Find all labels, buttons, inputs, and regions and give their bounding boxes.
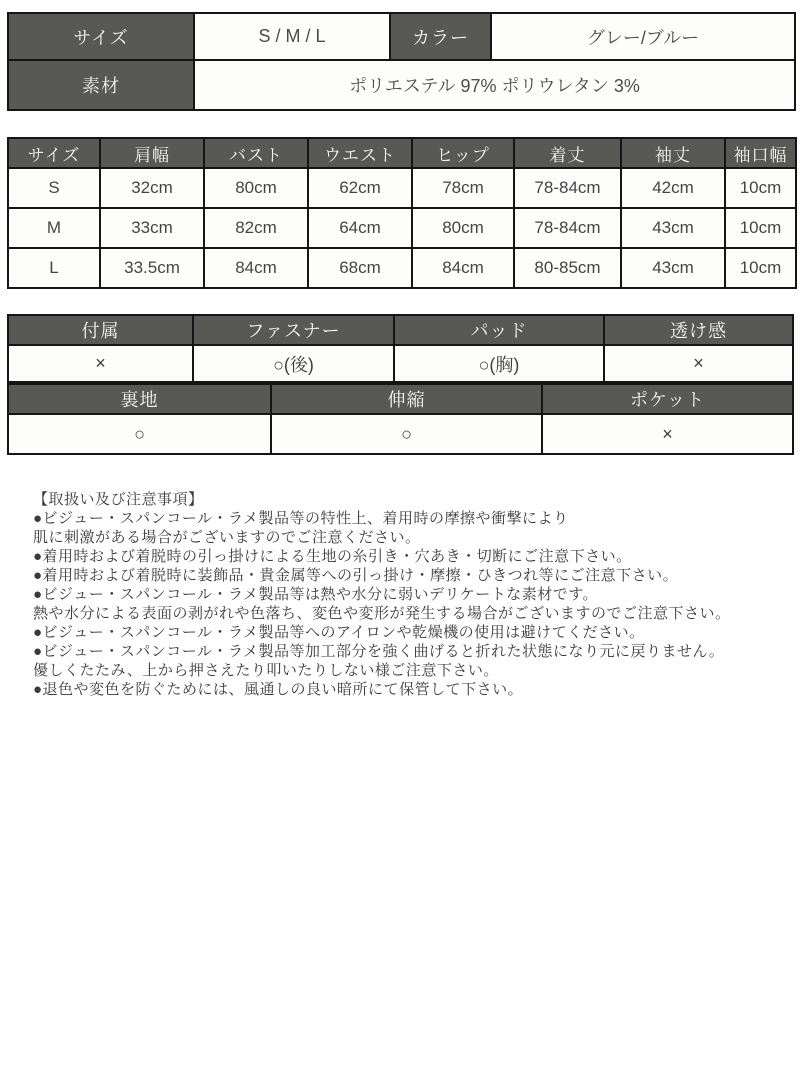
color-value-cell: グレー/ブルー	[491, 13, 795, 60]
col-header-waist: ウエスト	[308, 138, 412, 168]
measurement-cell: L	[8, 248, 100, 288]
measurement-cell: 84cm	[204, 248, 308, 288]
feature-header-pad: パッド	[394, 315, 604, 345]
features2-header-row	[8, 384, 793, 414]
feature-header-fastener: ファスナー	[193, 315, 394, 345]
feature-value-pocket: ×	[542, 414, 793, 454]
features-table-2	[7, 383, 794, 455]
measurement-cell: 80cm	[412, 208, 514, 248]
care-note-line: 優しくたたみ、上から押さえたり叩いたりしない様ご注意下さい。	[33, 662, 499, 679]
measurement-cell: 82cm	[204, 208, 308, 248]
measurement-cell: 62cm	[308, 168, 412, 208]
measurement-cell: 10cm	[725, 168, 796, 208]
feature-header-stretch: 伸縮	[271, 384, 542, 414]
measurements-header-row	[8, 138, 796, 168]
product-info-table	[7, 12, 796, 111]
features2-value-row	[8, 414, 793, 454]
color-label-cell: カラー	[390, 13, 491, 60]
measurement-cell: M	[8, 208, 100, 248]
table-row-m	[8, 208, 796, 248]
col-header-shoulder: 肩幅	[100, 138, 204, 168]
care-note-line: ●ビジュー・スパンコール・ラメ製品等加工部分を強く曲げると折れた状態になり元に戻りません。	[33, 643, 725, 660]
feature-header-accessory: 付属	[8, 315, 193, 345]
measurement-cell: 43cm	[621, 208, 725, 248]
measurement-cell: 78-84cm	[514, 168, 621, 208]
measurement-cell: 78cm	[412, 168, 514, 208]
table-row-l	[8, 248, 796, 288]
feature-value-lining: ○	[8, 414, 271, 454]
col-header-sleeve: 袖丈	[621, 138, 725, 168]
col-header-bust: バスト	[204, 138, 308, 168]
care-notes	[33, 490, 794, 699]
feature-value-fastener: ○(後)	[193, 345, 394, 382]
col-header-hip: ヒップ	[412, 138, 514, 168]
measurement-cell: 80-85cm	[514, 248, 621, 288]
measurement-cell: 42cm	[621, 168, 725, 208]
measurement-cell: 33.5cm	[100, 248, 204, 288]
feature-header-pocket: ポケット	[542, 384, 793, 414]
measurement-cell: 33cm	[100, 208, 204, 248]
feature-value-accessory: ×	[8, 345, 193, 382]
measurements-table	[7, 137, 797, 289]
care-note-line: ●退色や変色を防ぐためには、風通しの良い暗所にて保管して下さい。	[33, 681, 524, 698]
measurement-cell: 43cm	[621, 248, 725, 288]
feature-value-pad: ○(胸)	[394, 345, 604, 382]
measurement-cell: 32cm	[100, 168, 204, 208]
care-note-line: ●ビジュー・スパンコール・ラメ製品等は熱や水分に弱いデリケートな素材です。	[33, 586, 599, 603]
care-note-line: ●着用時および着脱時に装飾品・貴金属等への引っ掛け・摩擦・ひきつれ等にご注意下さい。	[33, 567, 679, 584]
measurement-cell: 68cm	[308, 248, 412, 288]
care-note-line: ●ビジュー・スパンコール・ラメ製品等へのアイロンや乾燥機の使用は避けてください。	[33, 624, 645, 641]
features-table-1	[7, 314, 794, 383]
col-header-cuff: 袖口幅	[725, 138, 796, 168]
care-note-line: 肌に刺激がある場合がございますのでご注意ください。	[33, 529, 421, 546]
measurement-cell: 78-84cm	[514, 208, 621, 248]
feature-value-sheerness: ×	[604, 345, 793, 382]
measurement-cell: 10cm	[725, 208, 796, 248]
features1-header-row	[8, 315, 793, 345]
care-notes-title: 【取扱い及び注意事項】	[33, 491, 204, 508]
size-label-cell: サイズ	[8, 13, 194, 60]
col-header-size: サイズ	[8, 138, 100, 168]
table-row-s	[8, 168, 796, 208]
care-note-line: ●ビジュー・スパンコール・ラメ製品等の特性上、着用時の摩擦や衝撃により	[33, 510, 569, 527]
measurement-cell: 64cm	[308, 208, 412, 248]
measurement-cell: 84cm	[412, 248, 514, 288]
features1-value-row	[8, 345, 793, 382]
measurement-cell: 80cm	[204, 168, 308, 208]
col-header-length: 着丈	[514, 138, 621, 168]
feature-header-sheerness: 透け感	[604, 315, 793, 345]
material-label-cell: 素材	[8, 60, 194, 110]
measurement-cell: S	[8, 168, 100, 208]
size-value-cell: S / M / L	[194, 13, 390, 60]
feature-header-lining: 裏地	[8, 384, 271, 414]
material-value-cell: ポリエステル 97% ポリウレタン 3%	[194, 60, 795, 110]
care-note-line: ●着用時および着脱時の引っ掛けによる生地の糸引き・穴あき・切断にご注意下さい。	[33, 548, 632, 565]
measurement-cell: 10cm	[725, 248, 796, 288]
feature-value-stretch: ○	[271, 414, 542, 454]
care-note-line: 熱や水分による表面の剥がれや色落ち、変色や変形が発生する場合がございますのでご注意下さい。	[33, 605, 731, 622]
